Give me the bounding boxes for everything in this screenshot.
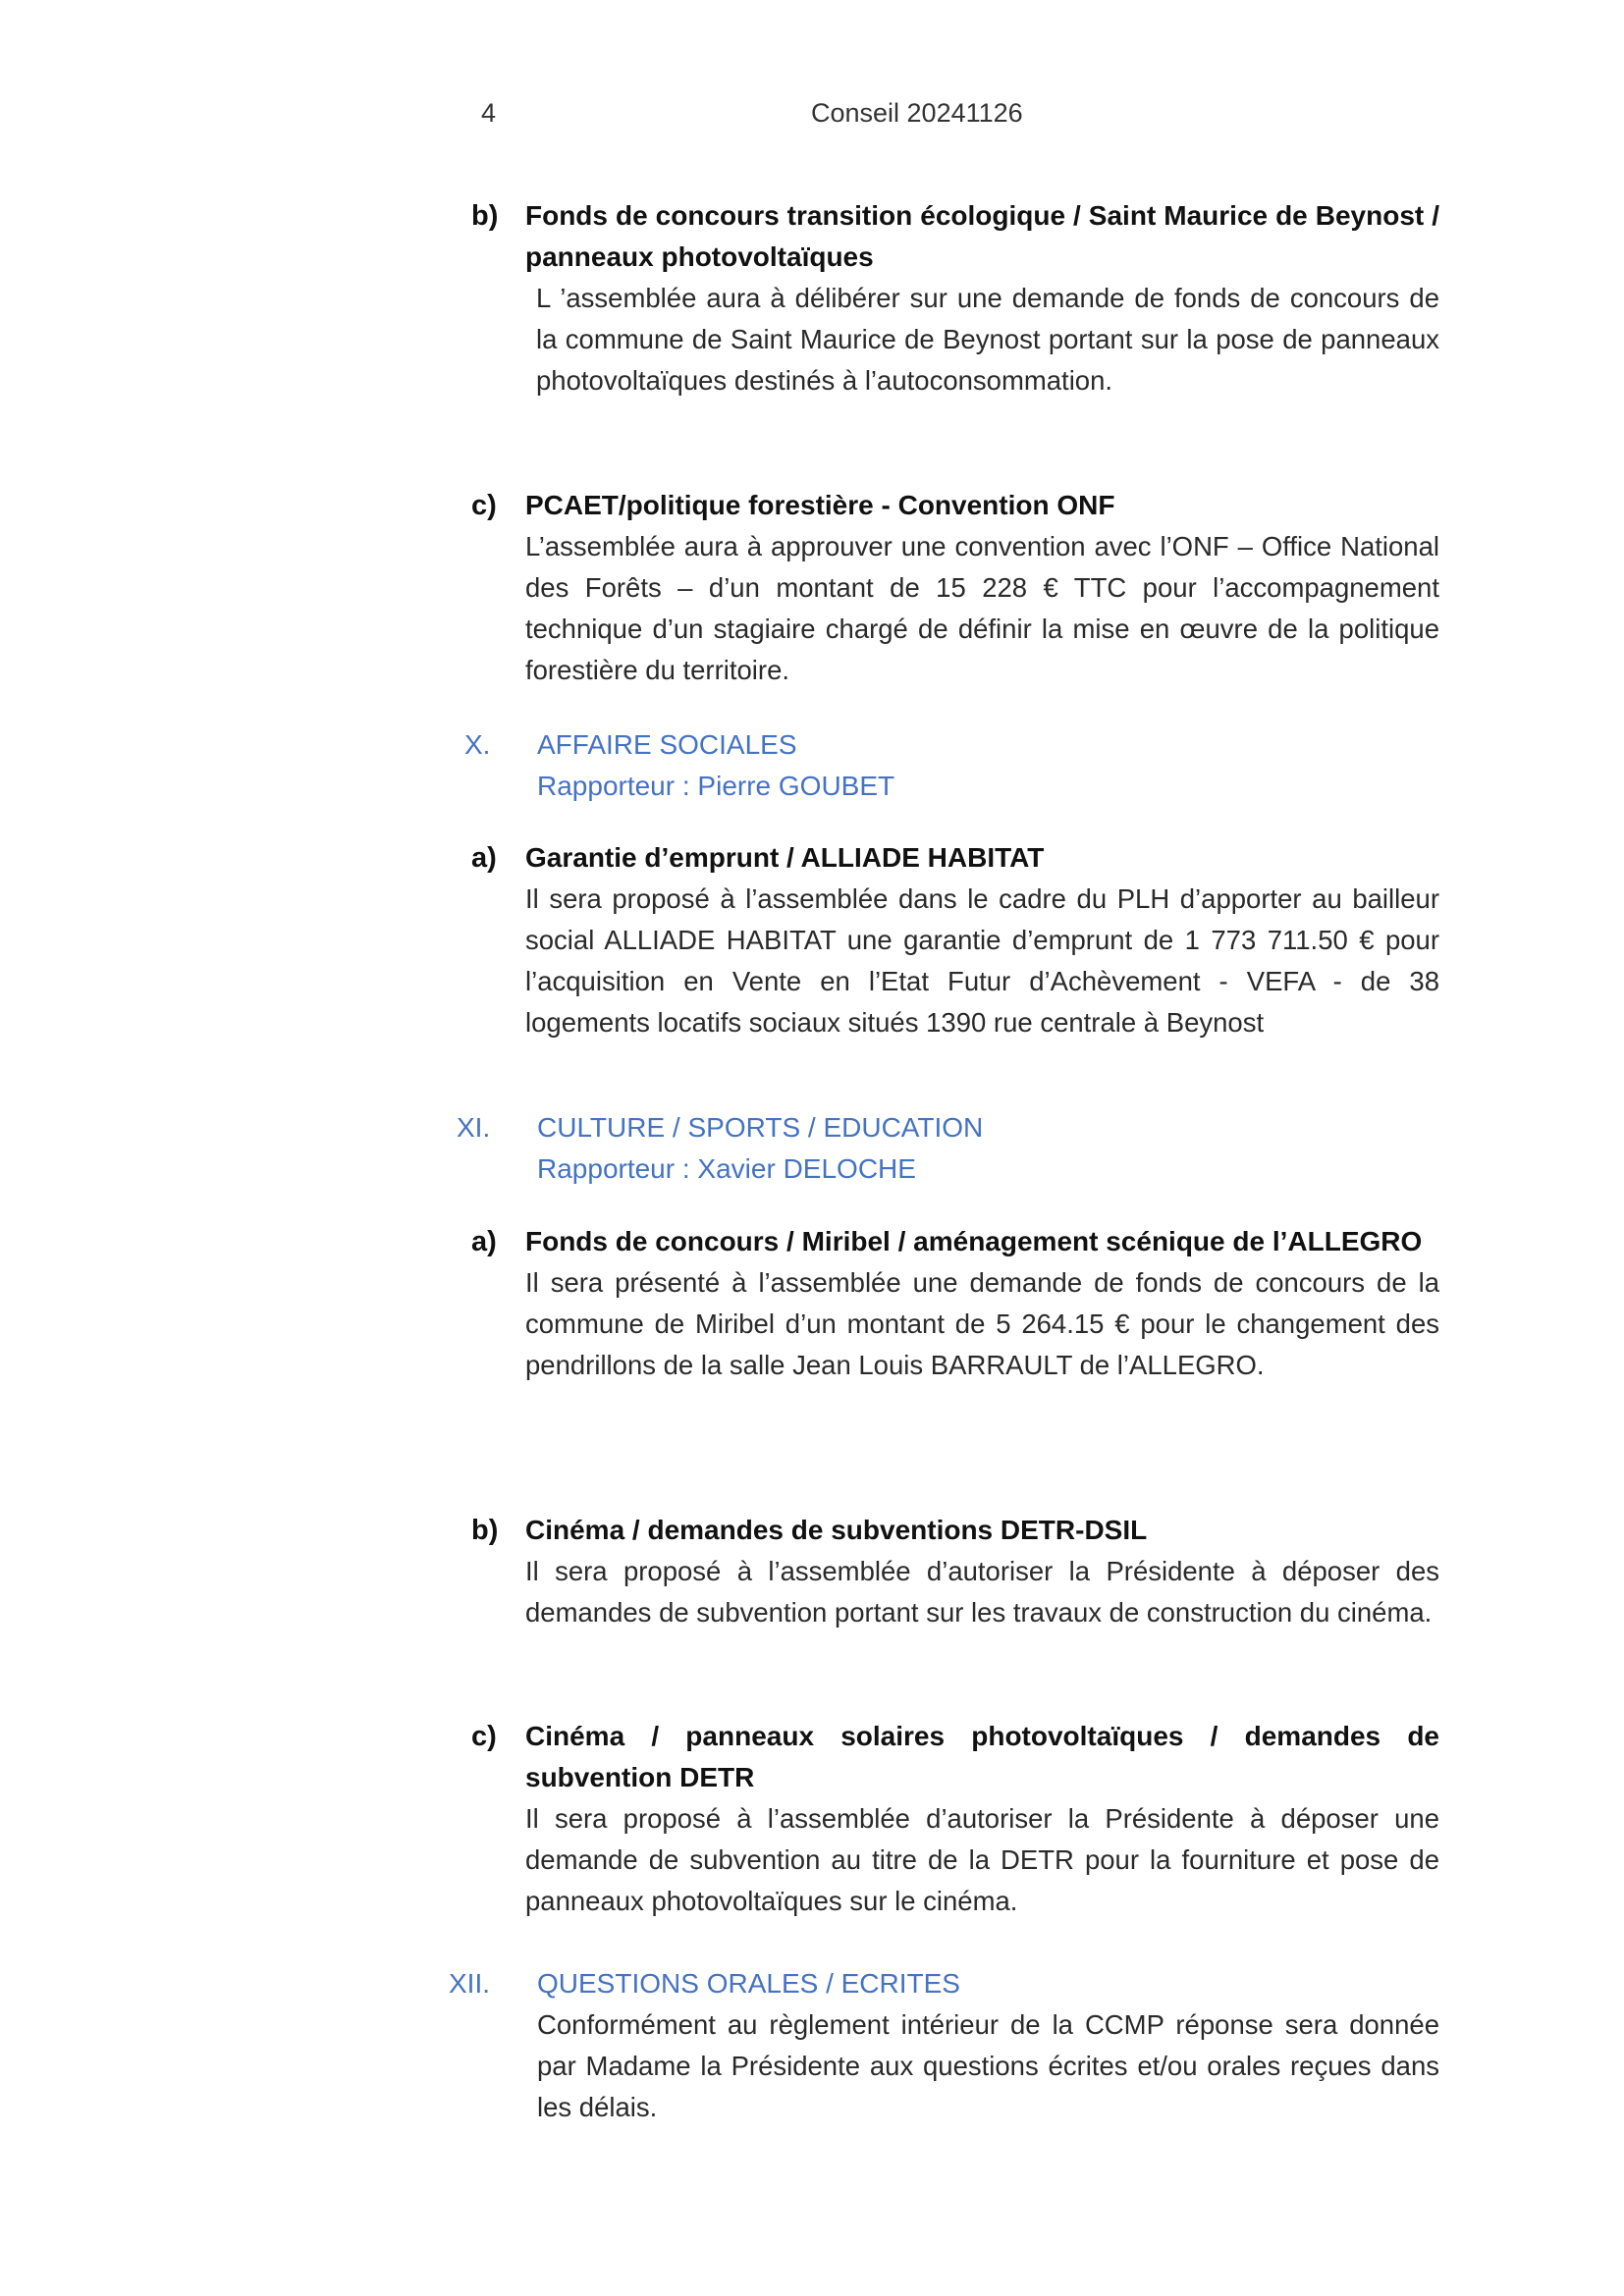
item-title: Cinéma / panneaux solaires photovoltaïques / demandes de subvention DETR: [525, 1721, 1439, 1792]
section-rapporteur: Rapporteur : Xavier DELOCHE: [537, 1153, 916, 1184]
section-heading: AFFAIRE SOCIALES: [537, 729, 797, 760]
item-title: PCAET/politique forestière - Convention ONF: [525, 490, 1115, 520]
item-cinema-panneaux-solaires: [471, 1716, 1439, 1922]
item-fonds-concours-miribel: [471, 1221, 1439, 1386]
item-body: L ’assemblée aura à délibérer sur une demande de fonds de concours de la commune de Saint Maurice de Beynost portant sur la pose de panneaux photovoltaïques destinés à l’autoconsommation.: [536, 283, 1439, 396]
item-body: Il sera présenté à l’assemblée une demande de fonds de concours de la commune de Miribel d’un montant de 5 264.15 € pour le changement des pendrillons de la salle Jean Louis BARRAULT de l’ALLEGRO.: [525, 1267, 1439, 1380]
section-affaires-sociales: [432, 724, 1443, 807]
page-header: [0, 98, 1624, 137]
section-questions-orales-ecrites: [432, 1963, 1443, 2128]
item-body: Il sera proposé à l’assemblée d’autoriser la Présidente à déposer une demande de subvention au titre de la DETR pour la fourniture et pose de panneaux photovoltaïques sur le cinéma.: [525, 1803, 1439, 1916]
section-rapporteur: Rapporteur : Pierre GOUBET: [537, 771, 895, 801]
item-body: Il sera proposé à l’assemblée dans le cadre du PLH d’apporter au bailleur social ALLIADE HABITAT une garantie d’emprunt de 1 773 711.50 € pour l’acquisition en Vente en l’Etat Futur d’Achèvement - VEFA - de 38 logements locatifs sociaux situés 1390 rue centrale à Beynost: [525, 883, 1439, 1038]
item-cinema-subventions: [471, 1510, 1439, 1633]
section-body: Conformément au règlement intérieur de la CCMP réponse sera donnée par Madame la Présidente aux questions écrites et/ou orales reçues dans les délais.: [537, 2009, 1439, 2122]
item-body: L’assemblée aura à approuver une convention avec l’ONF – Office National des Forêts – d’un montant de 15 228 € TTC pour l’accompagnement technique d’un stagiaire chargé de définir la mise en œuvre de la politique forestière du territoire.: [525, 531, 1439, 685]
item-title: Fonds de concours / Miribel / aménagement scénique de l’ALLEGRO: [525, 1226, 1423, 1256]
item-title: Cinéma / demandes de subventions DETR-DSIL: [525, 1515, 1148, 1545]
section-culture-sports-education: [432, 1107, 1443, 1190]
section-number: X.: [464, 729, 491, 760]
document-title: Conseil 20241126: [811, 98, 1023, 128]
item-letter: b): [471, 200, 499, 232]
section-heading: QUESTIONS ORALES / ECRITES: [537, 1968, 960, 1999]
item-pcaet-convention-onf: [471, 485, 1439, 691]
item-letter: a): [471, 842, 497, 874]
item-letter: c): [471, 1721, 497, 1752]
item-letter: b): [471, 1515, 499, 1546]
item-body: Il sera proposé à l’assemblée d’autoriser la Présidente à déposer des demandes de subvention portant sur les travaux de construction du cinéma.: [525, 1556, 1439, 1628]
item-letter: a): [471, 1226, 497, 1257]
section-number: XII.: [449, 1968, 491, 1999]
page-number: 4: [481, 98, 497, 128]
item-fonds-concours-saint-maurice: [471, 195, 1439, 401]
section-heading: CULTURE / SPORTS / EDUCATION: [537, 1112, 984, 1143]
item-title: Fonds de concours transition écologique / Saint Maurice de Beynost / panneaux photovoltaïques: [525, 200, 1439, 272]
item-garantie-emprunt: [471, 837, 1439, 1043]
item-title: Garantie d’emprunt / ALLIADE HABITAT: [525, 842, 1045, 873]
section-number: XI.: [457, 1112, 491, 1143]
item-letter: c): [471, 490, 497, 521]
